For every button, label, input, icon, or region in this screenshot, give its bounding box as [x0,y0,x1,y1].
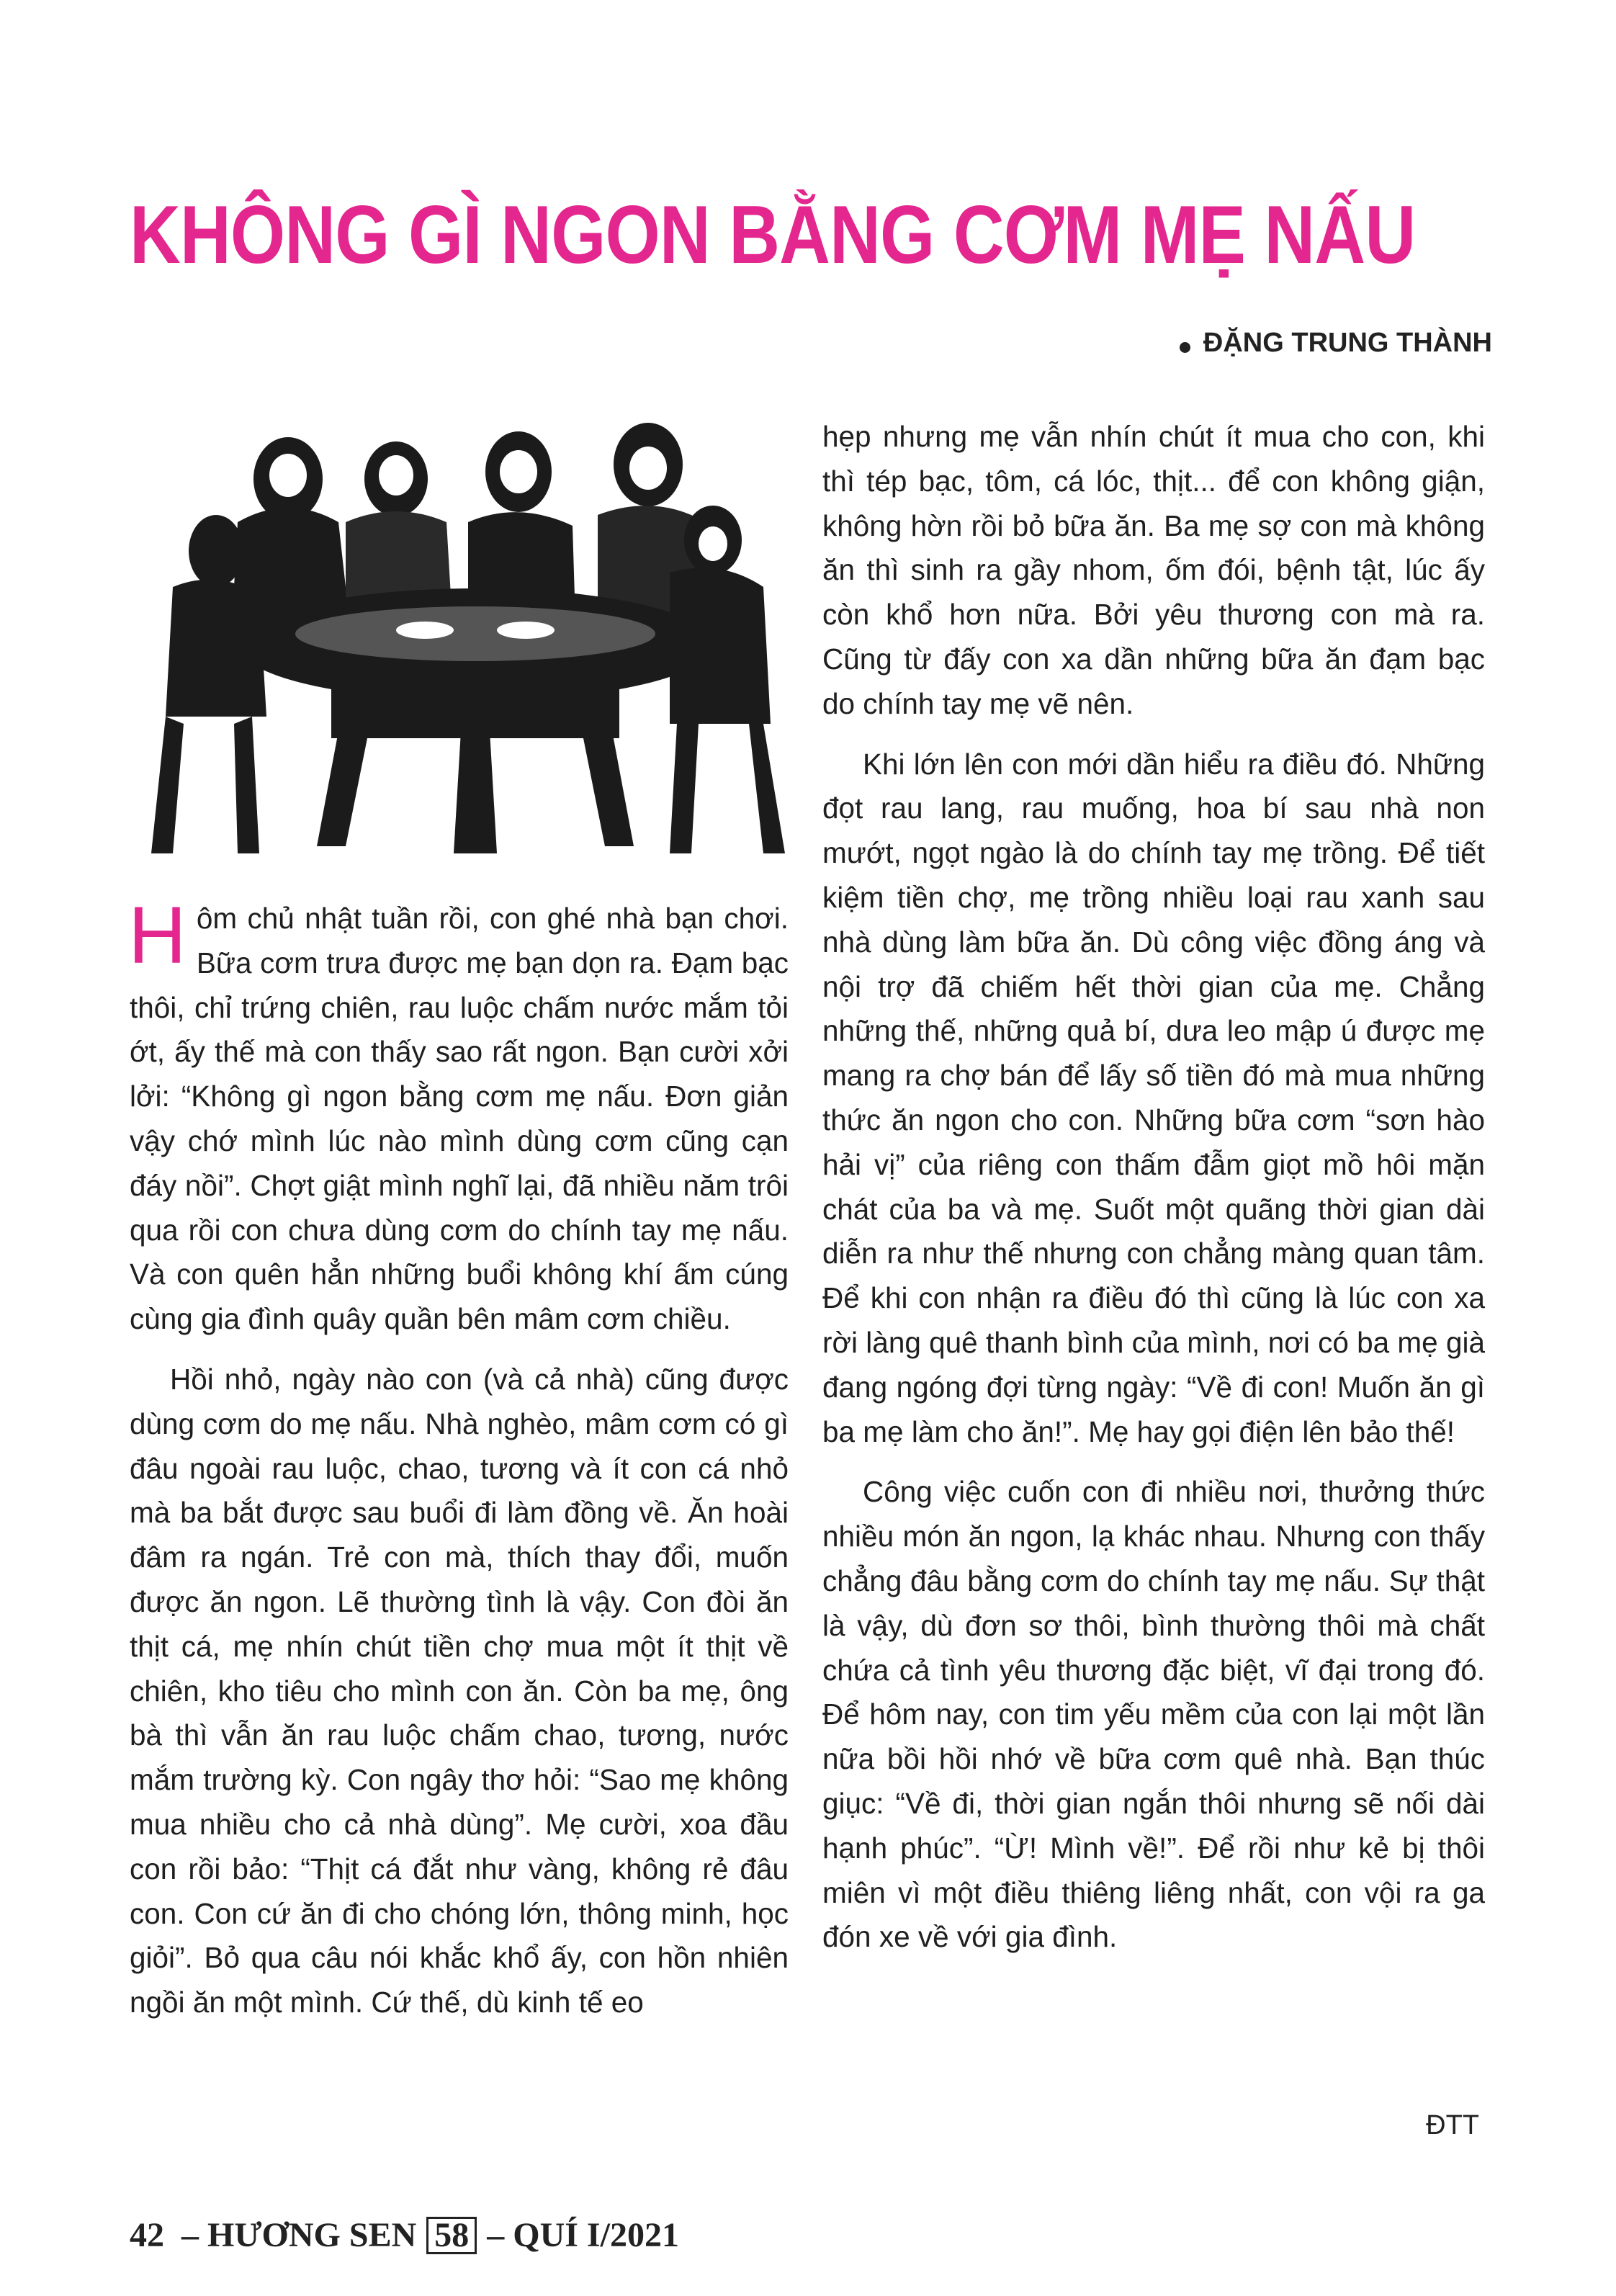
issue-quarter: QUÍ I/2021 [513,2216,679,2254]
bullet-icon [1180,342,1190,353]
paragraph [128,890,789,1342]
article-title: KHÔNG GÌ NGON BẰNG CƠM MẸ NẤU [130,189,1416,281]
paragraph: Hồi nhỏ, ngày nào con (và cả nhà) cũng được dùng cơm do mẹ nấu. Nhà nghèo, mâm cơm có gì đâu ngoài rau luộc, chao, tương và ít con cá nhỏ mà ba bắt được sau buổi đi làm đồng về. Ăn hoài đâm ra ngán. Trẻ con mà, thích thay đổi, muốn được ăn ngon. Lẽ thường tình là vậy. Con đòi ăn thịt cá, mẹ nhín chút tiền chợ mua một ít thịt về chiên, kho tiêu cho mình con ăn. Còn ba mẹ, ông bà thì vẫn ăn rau luộc chấm chao, tương, nước mắm trường kỳ. Con ngây thơ hỏi: “Sao mẹ không mua nhiều cho cả nhà dùng”. Mẹ cười, xoa đầu con rồi bảo: “Thịt cá đắt như vàng, không rẻ đâu con. Con cứ ăn đi cho chóng lớn, thông minh, học giỏi”. Bỏ qua câu nói khắc khổ ấy, con hồn nhiên ngồi ăn một mình. Cứ thế, dù kinh tế eo [130,1362,789,2019]
family-dinner-illustration [151,414,796,857]
paragraph: Khi lớn lên con mới dần hiểu ra điều đó. Những đọt rau lang, rau muống, hoa bí sau nhà non mướt, ngọt ngào là do chính tay mẹ trồng. Để tiết kiệm tiền chợ, mẹ trồng nhiều loại rau xanh sau nhà dùng làm bữa ăn. Dù công việc đồng áng và nội trợ đã chiếm hết thời gian của mẹ. Chẳng những thế, những quả bí, dưa leo mập ú được mẹ mang ra chợ bán để lấy số tiền đó mà mua những thức ăn ngon cho con. Những bữa cơm “sơn hào hải vị” của riêng con thấm đẫm giọt mồ hôi mặn chát của ba và mẹ. Suốt một quãng thời gian dài diễn ra như thế nhưng con chẳng màng quan tâm. Để khi con nhận ra điều đó thì cũng là lúc con xa rời làng quê thanh bình của mình, nơi có ba mẹ già đang ngóng đợi từng ngày: “Về đi con! Muốn ăn gì ba mẹ làm cho ăn!”. Mẹ hay gọi điện lên bảo thế! [822,747,1485,1448]
issue-number: 58 [426,2217,477,2254]
right-column [822,415,1485,1960]
left-column [128,890,789,2025]
paragraph: hẹp nhưng mẹ vẫn nhín chút ít mua cho con, khi thì tép bạc, tôm, cá lóc, thịt... để con không giận, không hờn rồi bỏ bữa ăn. Ba mẹ sợ con mà không ăn thì sinh ra gầy nhom, ốm đói, bệnh tật, lúc ấy còn khổ hơn nữa. Bởi yêu thương con mà ra. Cũng từ đấy con xa dần những bữa ăn đạm bạc do chính tay mẹ vẽ nên. [822,420,1485,720]
author-name: ĐẶNG TRUNG THÀNH [1203,328,1492,358]
page-footer [130,2215,679,2255]
author-initials: ĐTT [1426,2110,1479,2140]
page-number: 42 [130,2216,164,2254]
separator: – [487,2216,505,2254]
paragraph: Công việc cuốn con đi nhiều nơi, thưởng thức nhiều món ăn ngon, lạ khác nhau. Nhưng con thấy chẳng đâu bằng cơm do chính tay mẹ nấu. Sự thật là vậy, dù đơn sơ thôi, bình thường thôi mà chất chứa cả tình yêu thương đặc biệt, vĩ đại trong đó. Để hôm nay, con tim yếu mềm của con lại một lần nữa bồi hồi nhớ về bữa cơm quê nhà. Bạn thúc giục: “Về đi, thời gian ngắn thôi nhưng sẽ nối dài hạnh phúc”. “Ừ! Mình về!”. Để rồi như kẻ bị thôi miên vì một điều thiêng liêng nhất, con vội ra ga đón xe về với gia đình. [822,1475,1485,1954]
magazine-name: HƯƠNG SEN [207,2216,417,2254]
byline [1180,328,1492,359]
separator: – [181,2216,199,2254]
dropcap: H [128,890,187,980]
paragraph-text: ôm chủ nhật tuần rồi, con ghé nhà bạn chơi. Bữa cơm trưa được mẹ bạn dọn ra. Đạm bạc thôi, chỉ trứng chiên, rau luộc chấm nước mắm tỏi ớt, ấy thế mà con thấy sao rất ngon. Bạn cười xởi lởi: “Không gì ngon bằng cơm mẹ nấu. Đơn giản vậy chớ mình lúc nào mình dùng cơm cũng cạn đáy nồi”. Chợt giật mình nghĩ lại, đã nhiều năm trôi qua rồi con chưa dùng cơm do chính tay mẹ nấu. Và con quên hẳn những buổi không khí ấm cúng cùng gia đình quây quần bên mâm cơm chiều. [130,902,789,1336]
